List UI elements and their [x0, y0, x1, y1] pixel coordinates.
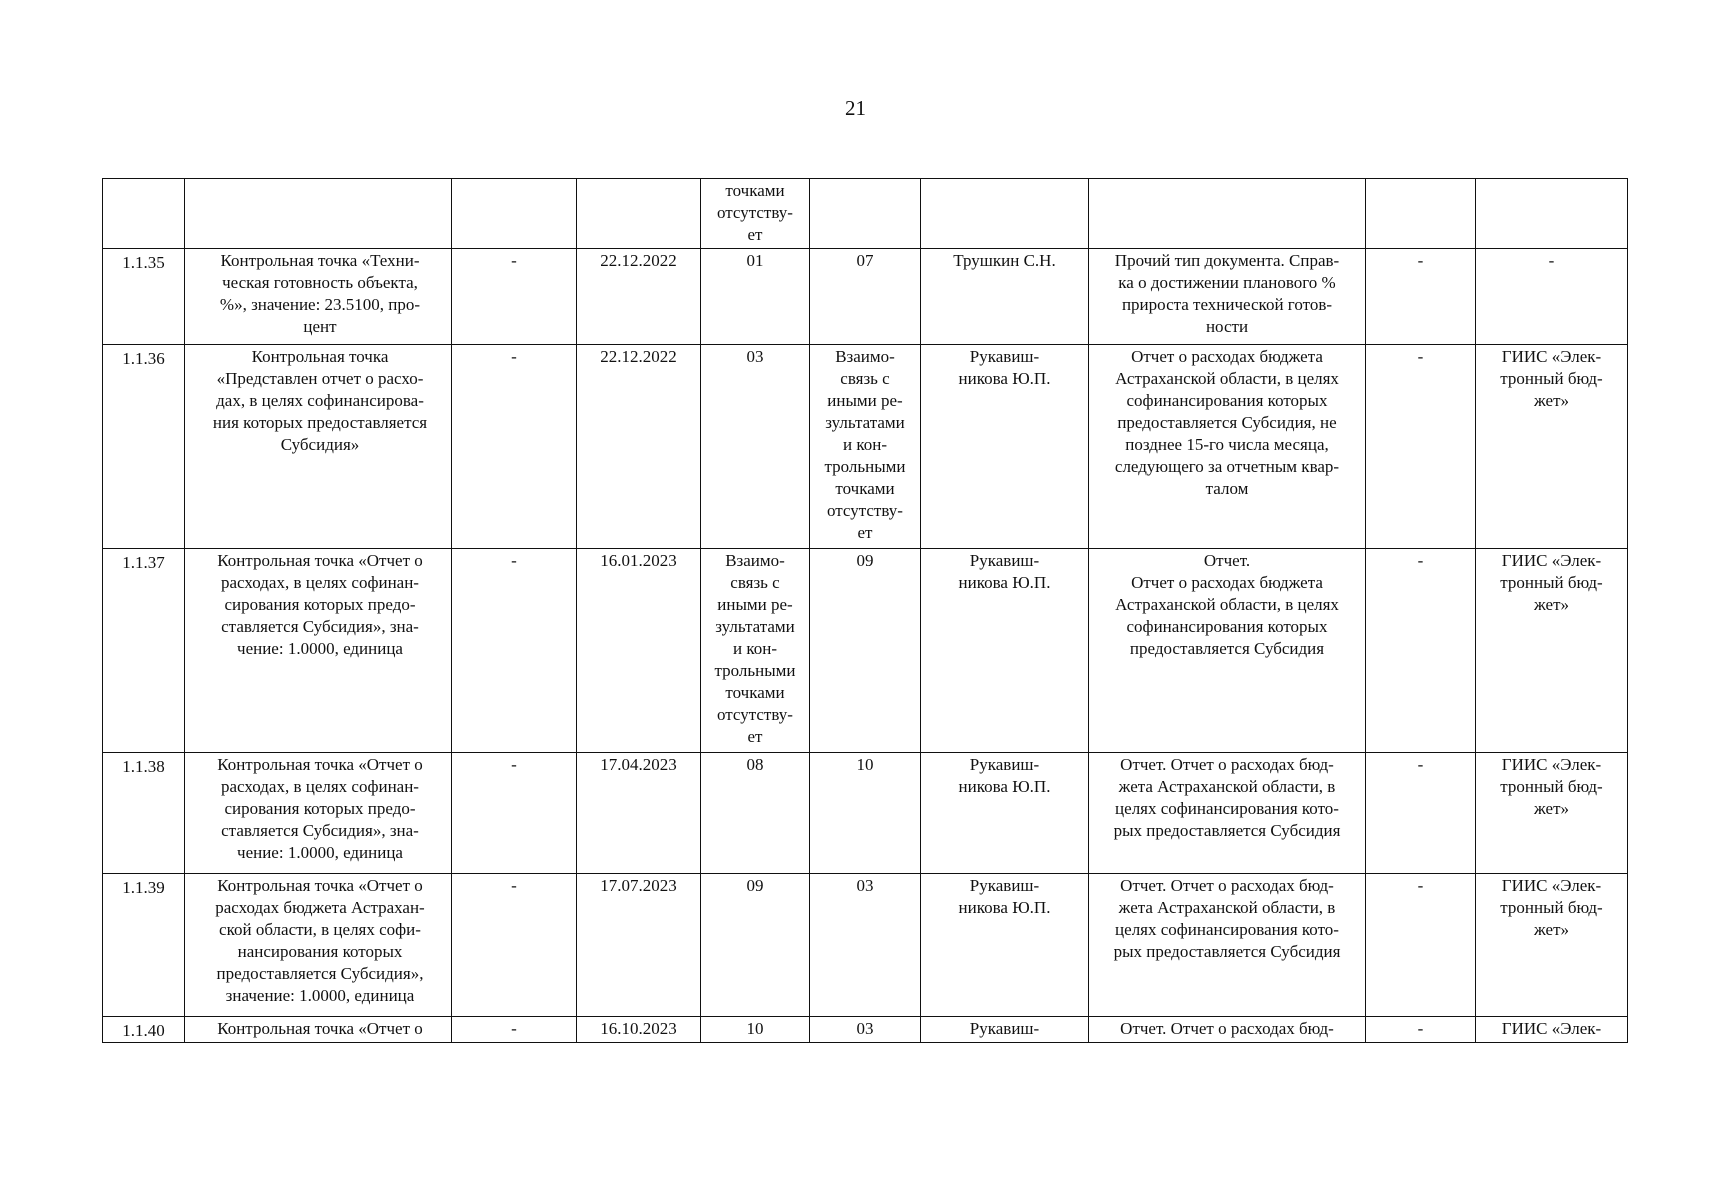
cell-number: 1.1.35 [103, 249, 185, 345]
cell-number: 1.1.40 [103, 1017, 185, 1043]
cell-column-6: 09 [810, 549, 921, 753]
cell-system: - [1476, 249, 1628, 345]
cell-date: 17.04.2023 [577, 753, 701, 874]
cell-document: Прочий тип документа. Справ- ка о достижении планового % прироста технической готов- ности [1089, 249, 1366, 345]
cell-column-6: 03 [810, 874, 921, 1017]
cell-column-6 [810, 179, 921, 249]
cell-column-3: - [452, 249, 577, 345]
cell-number: 1.1.39 [103, 874, 185, 1017]
cell-number: 1.1.38 [103, 753, 185, 874]
cell-system [1476, 179, 1628, 249]
cell-column-5: точками отсутству- ет [701, 179, 810, 249]
table-row [103, 345, 1628, 549]
table-row [103, 874, 1628, 1017]
cell-date [577, 179, 701, 249]
cell-column-9: - [1366, 874, 1476, 1017]
cell-column-3: - [452, 1017, 577, 1043]
table-row [103, 179, 1628, 249]
cell-document: Отчет. Отчет о расходах бюд- жета Астраханской области, в целях софинансирования кото- рых предоставляется Субсидия [1089, 874, 1366, 1017]
cell-name: Контрольная точка «Представлен отчет о расхо- дах, в целях софинансирова- ния которых предоставляется Субсидия» [185, 345, 452, 549]
cell-column-5: Взаимо- связь с иными ре- зультатами и кон- трольными точками отсутству- ет [701, 549, 810, 753]
cell-document: Отчет. Отчет о расходах бюд- жета Астраханской области, в целях софинансирования кото- рых предоставляется Субсидия [1089, 753, 1366, 874]
cell-responsible: Рукавиш- никова Ю.П. [921, 874, 1089, 1017]
cell-column-9: - [1366, 753, 1476, 874]
cell-responsible: Рукавиш- никова Ю.П. [921, 549, 1089, 753]
cell-column-3: - [452, 345, 577, 549]
cell-number: 1.1.37 [103, 549, 185, 753]
cell-document [1089, 179, 1366, 249]
cell-system: ГИИС «Элек- тронный бюд- жет» [1476, 874, 1628, 1017]
cell-column-5: 03 [701, 345, 810, 549]
cell-document: Отчет о расходах бюджета Астраханской области, в целях софинансирования которых предоставляется Субсидия, не позднее 15-го числа месяца, следующего за отчетным квар- талом [1089, 345, 1366, 549]
cell-document: Отчет. Отчет о расходах бюд- [1089, 1017, 1366, 1043]
cell-name: Контрольная точка «Техни- ческая готовность объекта, %», значение: 23.5100, про- цент [185, 249, 452, 345]
cell-column-3: - [452, 549, 577, 753]
table-body [103, 179, 1628, 1043]
cell-responsible: Трушкин С.Н. [921, 249, 1089, 345]
table-row [103, 549, 1628, 753]
cell-name: Контрольная точка «Отчет о расходах, в целях софинан- сирования которых предо- ставляется Субсидия», зна- чение: 1.0000, единица [185, 549, 452, 753]
cell-column-9: - [1366, 549, 1476, 753]
cell-column-5: 10 [701, 1017, 810, 1043]
cell-column-9: - [1366, 249, 1476, 345]
cell-name [185, 179, 452, 249]
control-points-table [102, 178, 1628, 1043]
cell-column-9 [1366, 179, 1476, 249]
page-number: 21 [845, 96, 866, 120]
cell-column-3 [452, 179, 577, 249]
cell-date: 17.07.2023 [577, 874, 701, 1017]
cell-date: 22.12.2022 [577, 249, 701, 345]
table-row [103, 249, 1628, 345]
cell-responsible [921, 179, 1089, 249]
cell-column-5: 01 [701, 249, 810, 345]
cell-number: 1.1.36 [103, 345, 185, 549]
table-row [103, 1017, 1628, 1043]
cell-column-5: 08 [701, 753, 810, 874]
table-row [103, 753, 1628, 874]
cell-column-9: - [1366, 345, 1476, 549]
cell-column-6: 10 [810, 753, 921, 874]
cell-document: Отчет. Отчет о расходах бюджета Астраханской области, в целях софинансирования которых предоставляется Субсидия [1089, 549, 1366, 753]
cell-date: 22.12.2022 [577, 345, 701, 549]
cell-date: 16.10.2023 [577, 1017, 701, 1043]
cell-column-9: - [1366, 1017, 1476, 1043]
cell-system: ГИИС «Элек- [1476, 1017, 1628, 1043]
cell-system: ГИИС «Элек- тронный бюд- жет» [1476, 549, 1628, 753]
cell-column-3: - [452, 753, 577, 874]
cell-responsible: Рукавиш- никова Ю.П. [921, 753, 1089, 874]
cell-responsible: Рукавиш- никова Ю.П. [921, 345, 1089, 549]
cell-name: Контрольная точка «Отчет о расходах бюджета Астрахан- ской области, в целях софи- нансирования которых предоставляется Субсидия», значение: 1.0000, единица [185, 874, 452, 1017]
cell-responsible: Рукавиш- [921, 1017, 1089, 1043]
cell-column-6: 03 [810, 1017, 921, 1043]
cell-name: Контрольная точка «Отчет о расходах, в целях софинан- сирования которых предо- ставляется Субсидия», зна- чение: 1.0000, единица [185, 753, 452, 874]
cell-column-5: 09 [701, 874, 810, 1017]
cell-system: ГИИС «Элек- тронный бюд- жет» [1476, 345, 1628, 549]
cell-column-6: Взаимо- связь с иными ре- зультатами и кон- трольными точками отсутству- ет [810, 345, 921, 549]
cell-column-6: 07 [810, 249, 921, 345]
cell-system: ГИИС «Элек- тронный бюд- жет» [1476, 753, 1628, 874]
cell-number [103, 179, 185, 249]
cell-column-3: - [452, 874, 577, 1017]
cell-date: 16.01.2023 [577, 549, 701, 753]
cell-name: Контрольная точка «Отчет о [185, 1017, 452, 1043]
